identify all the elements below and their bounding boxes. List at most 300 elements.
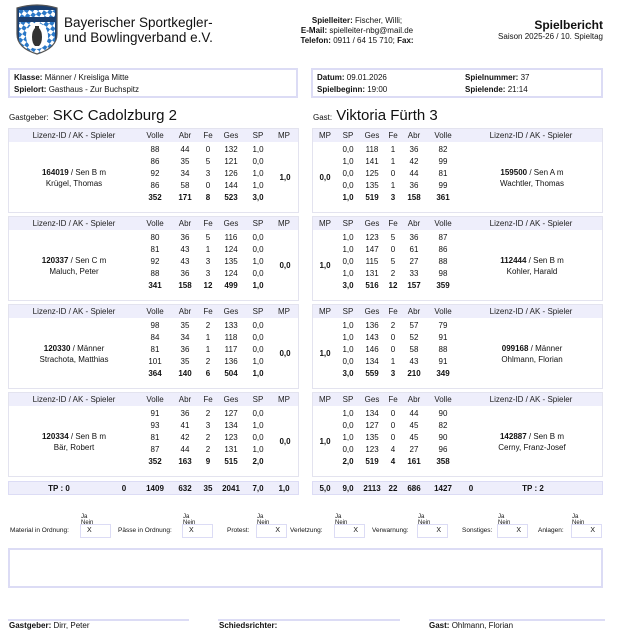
home-mp: 1,0 xyxy=(279,173,291,182)
cell-abr: 41 xyxy=(180,420,190,430)
col-sp: SP xyxy=(252,395,264,404)
col-volle: Volle xyxy=(146,219,164,228)
guest-tp: TP : 2 xyxy=(522,483,544,493)
col-mp: MP xyxy=(278,307,290,316)
cell-sp: 0,0 xyxy=(252,332,264,342)
guest-game-block xyxy=(312,216,603,301)
cell-volle: 86 xyxy=(150,180,160,190)
col-mp: MP xyxy=(278,219,290,228)
col-abr: Abr xyxy=(407,395,421,404)
check-label: Material in Ordnung: xyxy=(10,527,69,534)
cell-volle: 91 xyxy=(438,332,448,342)
sum-row xyxy=(337,367,459,379)
cell-abr: 35 xyxy=(180,156,190,166)
spielende-label: Spielende: xyxy=(465,85,506,94)
cell-volle: 92 xyxy=(150,168,160,178)
cell-sp: 0,0 xyxy=(252,408,264,418)
home-team xyxy=(9,107,177,127)
cell-abr: 27 xyxy=(409,256,419,266)
table-row xyxy=(139,267,271,279)
cell-abr: 44 xyxy=(180,144,190,154)
cell-sp: 1,0 xyxy=(252,180,264,190)
sum-volle: 349 xyxy=(436,368,450,378)
cell-ges: 135 xyxy=(365,180,379,190)
cell-sp: 0,0 xyxy=(252,244,264,254)
col-ges: Ges xyxy=(364,219,380,228)
col-lizenz: Lizenz-ID / AK - Spieler xyxy=(32,307,116,316)
cell-fe: 3 xyxy=(205,420,211,430)
datum-label: Datum: xyxy=(317,73,345,82)
player-id: 120330 xyxy=(43,343,71,353)
cell-abr: 35 xyxy=(180,320,190,330)
home-table-header xyxy=(9,129,298,142)
cell-fe: 5 xyxy=(205,232,211,242)
player-ak: / Sen B m xyxy=(68,431,107,441)
table-row xyxy=(337,143,459,155)
col-volle: Volle xyxy=(434,395,452,404)
cell-volle: 88 xyxy=(150,268,160,278)
sum-sp: 3,0 xyxy=(342,368,354,378)
cell-volle: 81 xyxy=(150,344,160,354)
cell-volle: 88 xyxy=(438,344,448,354)
home-player xyxy=(9,318,139,389)
cell-sp: 1,0 xyxy=(342,344,354,354)
cell-sp: 1,0 xyxy=(252,144,264,154)
cell-ges: 146 xyxy=(365,344,379,354)
table-row xyxy=(337,243,459,255)
table-row xyxy=(139,331,271,343)
cell-ges: 134 xyxy=(365,408,379,418)
cell-abr: 52 xyxy=(409,332,419,342)
guest-total-mp: 5,0 xyxy=(319,483,331,493)
cell-ges: 134 xyxy=(224,420,238,430)
cell-fe: 3 xyxy=(205,256,211,266)
cell-sp: 1,0 xyxy=(342,408,354,418)
guest-zero: 0 xyxy=(468,483,474,493)
sum-abr: 158 xyxy=(178,280,192,290)
ja-nein-header: Ja Nein xyxy=(498,514,511,526)
cell-ges: 123 xyxy=(365,232,379,242)
home-table-header xyxy=(9,393,298,406)
klasse-value: Männer / Kreisliga Mitte xyxy=(44,73,129,82)
guest-mp: 1,0 xyxy=(319,437,331,446)
cell-fe: 3 xyxy=(205,268,211,278)
col-abr: Abr xyxy=(407,219,421,228)
home-totals-bar xyxy=(8,481,299,495)
player-name: Kohler, Harald xyxy=(506,266,558,276)
cell-fe: 1 xyxy=(390,144,396,154)
home-signature-label: Gastgeber: xyxy=(9,621,52,630)
cell-sp: 0,0 xyxy=(342,420,354,430)
check-box[interactable]: X xyxy=(571,524,602,538)
player-ak: / Sen A m xyxy=(527,167,564,177)
ja-nein-header: Ja Nein xyxy=(572,514,585,526)
col-mp: MP xyxy=(278,131,290,140)
sum-volle: 352 xyxy=(148,456,162,466)
sum-volle: 341 xyxy=(148,280,162,290)
guest-total-ges: 2113 xyxy=(363,483,381,493)
spielleiter-label: Spielleiter: xyxy=(311,16,353,25)
player-name: Wachtler, Thomas xyxy=(499,178,565,188)
col-volle: Volle xyxy=(434,219,452,228)
cell-abr: 36 xyxy=(409,144,419,154)
cell-fe: 1 xyxy=(205,332,211,342)
guest-lane-rows xyxy=(337,407,459,467)
cell-volle: 87 xyxy=(150,444,160,454)
table-row xyxy=(337,419,459,431)
cell-abr: 27 xyxy=(409,444,419,454)
player-id: 099168 xyxy=(501,343,529,353)
cell-fe: 2 xyxy=(205,444,211,454)
guest-table-header xyxy=(313,129,602,142)
table-row xyxy=(337,343,459,355)
guest-team xyxy=(313,107,438,127)
cell-ges: 127 xyxy=(224,408,238,418)
sum-abr: 210 xyxy=(407,368,421,378)
cell-ges: 147 xyxy=(365,244,379,254)
cell-fe: 2 xyxy=(205,356,211,366)
table-row xyxy=(139,167,271,179)
col-mp: MP xyxy=(319,307,331,316)
home-game-block xyxy=(8,128,299,213)
cell-abr: 43 xyxy=(409,356,419,366)
table-row xyxy=(139,407,271,419)
home-table-header xyxy=(9,217,298,230)
cell-fe: 1 xyxy=(390,156,396,166)
col-sp: SP xyxy=(342,219,354,228)
table-row xyxy=(337,167,459,179)
guest-player xyxy=(461,406,603,477)
organization-name xyxy=(64,15,213,45)
player-ak: / Sen C m xyxy=(68,255,107,265)
cell-ges: 127 xyxy=(365,420,379,430)
guest-team-label: Gast: xyxy=(313,113,333,122)
cell-ges: 143 xyxy=(365,332,379,342)
cell-volle: 84 xyxy=(150,332,160,342)
cell-ges: 125 xyxy=(365,168,379,178)
cell-sp: 0,0 xyxy=(342,180,354,190)
col-sp: SP xyxy=(252,131,264,140)
home-signature xyxy=(9,621,89,630)
col-mp: MP xyxy=(319,219,331,228)
cell-fe: 5 xyxy=(205,156,211,166)
cell-fe: 0 xyxy=(390,420,396,430)
sum-fe: 12 xyxy=(203,280,213,290)
guest-player xyxy=(461,230,603,301)
player-ak: / Sen B m xyxy=(526,431,565,441)
col-ges: Ges xyxy=(223,131,239,140)
home-game-block xyxy=(8,216,299,301)
cell-volle: 96 xyxy=(438,444,448,454)
cell-abr: 33 xyxy=(409,268,419,278)
home-mp: 0,0 xyxy=(279,349,291,358)
cell-volle: 98 xyxy=(438,268,448,278)
cell-fe: 0 xyxy=(205,180,211,190)
cell-ges: 126 xyxy=(224,168,238,178)
referee-signature-label: Schiedsrichter: xyxy=(219,621,278,630)
player-id: 142887 xyxy=(499,431,527,441)
cell-volle: 82 xyxy=(438,420,448,430)
cell-abr: 35 xyxy=(180,356,190,366)
sum-abr: 171 xyxy=(178,192,192,202)
player-name: Strachota, Matthias xyxy=(39,354,109,364)
cell-fe: 2 xyxy=(390,320,396,330)
sum-fe: 3 xyxy=(390,368,396,378)
guest-total-abr: 686 xyxy=(407,483,421,493)
player-id: 164019 xyxy=(41,167,69,177)
col-abr: Abr xyxy=(178,395,192,404)
cell-volle: 80 xyxy=(150,232,160,242)
sum-ges: 515 xyxy=(224,456,238,466)
sum-sp: 1,0 xyxy=(252,368,264,378)
home-lane-rows xyxy=(139,319,271,379)
sum-row xyxy=(337,455,459,467)
table-row xyxy=(139,319,271,331)
cell-abr: 61 xyxy=(409,244,419,254)
sum-abr: 163 xyxy=(178,456,192,466)
check-box[interactable]: X xyxy=(334,524,365,538)
col-sp: SP xyxy=(342,307,354,316)
cell-abr: 44 xyxy=(409,408,419,418)
match-info-left xyxy=(8,68,298,98)
cell-ges: 117 xyxy=(224,344,238,354)
sum-volle: 352 xyxy=(148,192,162,202)
cell-sp: 0,0 xyxy=(252,156,264,166)
check-box[interactable]: X xyxy=(256,524,287,538)
org-line-1: Bayerischer Sportkegler- xyxy=(64,15,213,30)
cell-sp: 1,0 xyxy=(252,168,264,178)
col-fe: Fe xyxy=(388,131,398,140)
cell-ges: 144 xyxy=(224,180,238,190)
cell-volle: 81 xyxy=(150,244,160,254)
cell-ges: 124 xyxy=(224,244,238,254)
ja-nein-header: Ja Nein xyxy=(418,514,431,526)
cell-sp: 0,0 xyxy=(342,256,354,266)
cell-abr: 36 xyxy=(180,344,190,354)
col-lizenz: Lizenz-ID / AK - Spieler xyxy=(489,395,573,404)
cell-fe: 1 xyxy=(205,244,211,254)
guest-player xyxy=(461,318,603,389)
sum-ges: 559 xyxy=(365,368,379,378)
sum-ges: 499 xyxy=(224,280,238,290)
cell-ges: 123 xyxy=(365,444,379,454)
cell-fe: 1 xyxy=(390,356,396,366)
home-mp: 0,0 xyxy=(279,261,291,270)
cell-fe: 0 xyxy=(390,344,396,354)
col-lizenz: Lizenz-ID / AK - Spieler xyxy=(489,219,573,228)
home-player xyxy=(9,406,139,477)
col-volle: Volle xyxy=(146,395,164,404)
home-table-header xyxy=(9,305,298,318)
col-fe: Fe xyxy=(388,307,398,316)
org-line-2: und Bowlingverband e.V. xyxy=(64,30,213,45)
cell-volle: 90 xyxy=(438,432,448,442)
sum-abr: 158 xyxy=(407,192,421,202)
col-mp: MP xyxy=(319,131,331,140)
home-team-label: Gastgeber: xyxy=(9,113,49,122)
spielort-value: Gasthaus - Zur Buchspitz xyxy=(48,85,139,94)
sum-abr: 157 xyxy=(407,280,421,290)
report-title: Spielbericht xyxy=(534,18,603,32)
table-row xyxy=(139,431,271,443)
table-row xyxy=(139,243,271,255)
table-row xyxy=(139,355,271,367)
sum-fe: 8 xyxy=(205,192,211,202)
col-volle: Volle xyxy=(146,307,164,316)
col-sp: SP xyxy=(342,395,354,404)
notes-field[interactable] xyxy=(8,548,603,588)
home-total-ges: 2041 xyxy=(222,483,240,493)
guest-game-block xyxy=(312,304,603,389)
player-name: Cerny, Franz-Josef xyxy=(498,442,566,452)
player-id: 120334 xyxy=(41,431,69,441)
table-row xyxy=(337,231,459,243)
cell-sp: 1,0 xyxy=(252,420,264,430)
cell-abr: 45 xyxy=(409,420,419,430)
cell-sp: 0,0 xyxy=(252,432,264,442)
cell-sp: 1,0 xyxy=(342,244,354,254)
cell-abr: 36 xyxy=(409,232,419,242)
cell-abr: 36 xyxy=(180,232,190,242)
sum-sp: 2,0 xyxy=(342,456,354,466)
col-fe: Fe xyxy=(203,307,213,316)
guest-table-header xyxy=(313,393,602,406)
spielnummer-value: 37 xyxy=(520,73,530,82)
table-row xyxy=(139,179,271,191)
home-game-block xyxy=(8,304,299,389)
sum-fe: 4 xyxy=(390,456,396,466)
cell-ges: 131 xyxy=(365,268,379,278)
report-heading xyxy=(498,19,603,42)
player-name: Ohlmann, Florian xyxy=(501,354,563,364)
col-lizenz: Lizenz-ID / AK - Spieler xyxy=(32,395,116,404)
guest-team-name: Viktoria Fürth 3 xyxy=(336,107,438,124)
player-id: 112444 xyxy=(500,255,527,265)
cell-ges: 134 xyxy=(365,356,379,366)
col-ges: Ges xyxy=(223,307,239,316)
check-box[interactable]: X xyxy=(417,524,448,538)
cell-ges: 123 xyxy=(224,432,238,442)
col-abr: Abr xyxy=(178,131,192,140)
col-abr: Abr xyxy=(178,219,192,228)
cell-sp: 0,0 xyxy=(342,144,354,154)
sum-row xyxy=(139,279,271,291)
table-row xyxy=(139,155,271,167)
cell-fe: 2 xyxy=(205,320,211,330)
col-sp: SP xyxy=(252,307,264,316)
contact-info xyxy=(262,16,452,46)
cell-volle: 87 xyxy=(438,232,448,242)
cell-ges: 131 xyxy=(224,444,238,454)
cell-ges: 136 xyxy=(224,356,238,366)
home-lane-rows xyxy=(139,143,271,203)
cell-fe: 1 xyxy=(205,344,211,354)
sum-sp: 3,0 xyxy=(252,192,264,202)
cell-fe: 2 xyxy=(390,268,396,278)
telefon-value: 0911 / 64 15 710; xyxy=(333,36,395,45)
cell-abr: 58 xyxy=(180,180,190,190)
sum-sp: 3,0 xyxy=(342,280,354,290)
cell-volle: 79 xyxy=(438,320,448,330)
cell-sp: 1,0 xyxy=(342,156,354,166)
col-mp: MP xyxy=(278,395,290,404)
cell-abr: 44 xyxy=(180,444,190,454)
cell-volle: 99 xyxy=(438,180,448,190)
guest-mp: 1,0 xyxy=(319,349,331,358)
cell-ges: 118 xyxy=(224,332,238,342)
cell-sp: 0,0 xyxy=(252,232,264,242)
cell-ges: 118 xyxy=(365,144,379,154)
cell-abr: 57 xyxy=(409,320,419,330)
guest-lane-rows xyxy=(337,143,459,203)
check-box[interactable]: X xyxy=(497,524,528,538)
sum-ges: 519 xyxy=(365,456,379,466)
guest-total-volle: 1427 xyxy=(434,483,452,493)
home-game-block xyxy=(8,392,299,477)
report-subtitle: Saison 2025-26 / 10. Spieltag xyxy=(498,32,603,41)
cell-abr: 44 xyxy=(409,168,419,178)
col-abr: Abr xyxy=(178,307,192,316)
cell-volle: 82 xyxy=(438,144,448,154)
home-signature-value: Dirr, Peter xyxy=(53,621,90,630)
check-box[interactable]: X xyxy=(182,524,213,538)
email-value[interactable]: spielleiter-nbg@mail.de xyxy=(329,26,414,35)
cell-volle: 101 xyxy=(148,356,162,366)
ja-nein-header: Ja Nein xyxy=(183,514,196,526)
guest-table-header xyxy=(313,305,602,318)
cell-volle: 91 xyxy=(438,356,448,366)
col-lizenz: Lizenz-ID / AK - Spieler xyxy=(489,307,573,316)
sum-sp: 2,0 xyxy=(252,456,264,466)
col-ges: Ges xyxy=(364,131,380,140)
col-fe: Fe xyxy=(203,131,213,140)
cell-abr: 43 xyxy=(180,244,190,254)
cell-volle: 88 xyxy=(438,256,448,266)
cell-volle: 88 xyxy=(150,144,160,154)
spielnummer-label: Spielnummer: xyxy=(465,73,519,82)
guest-signature-label: Gast: xyxy=(429,621,450,630)
col-volle: Volle xyxy=(434,131,452,140)
table-row xyxy=(139,419,271,431)
cell-ges: 115 xyxy=(365,256,379,266)
col-fe: Fe xyxy=(203,219,213,228)
home-total-sp: 7,0 xyxy=(252,483,264,493)
col-sp: SP xyxy=(342,131,354,140)
sum-fe: 9 xyxy=(205,456,211,466)
sum-row xyxy=(337,191,459,203)
cell-abr: 34 xyxy=(180,168,190,178)
guest-total-sp: 9,0 xyxy=(342,483,354,493)
table-row xyxy=(139,255,271,267)
match-info-right xyxy=(311,68,603,98)
check-label: Pässe in Ordnung: xyxy=(118,527,172,534)
check-label: Sonstiges: xyxy=(462,527,493,534)
cell-ges: 132 xyxy=(224,144,238,154)
player-id: 159500 xyxy=(500,167,528,177)
fax-label: Fax: xyxy=(397,36,414,45)
table-row xyxy=(337,407,459,419)
check-box[interactable]: X xyxy=(80,524,111,538)
cell-sp: 0,0 xyxy=(252,320,264,330)
sum-row xyxy=(337,279,459,291)
col-fe: Fe xyxy=(388,395,398,404)
table-row xyxy=(139,143,271,155)
cell-abr: 36 xyxy=(409,180,419,190)
sum-volle: 358 xyxy=(436,456,450,466)
cell-sp: 0,0 xyxy=(252,268,264,278)
player-ak: / Männer xyxy=(70,343,105,353)
home-tp: TP : 0 xyxy=(48,483,70,493)
